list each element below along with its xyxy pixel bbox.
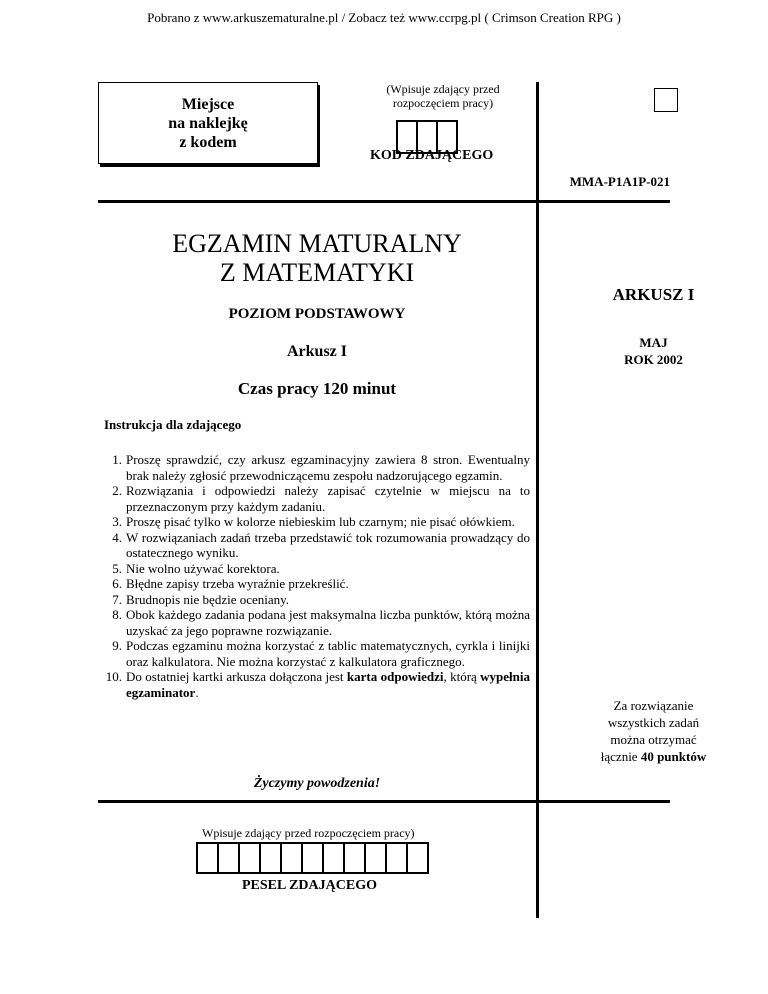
good-luck-text: Życzymy powodzenia! [253, 776, 381, 791]
pesel-cell[interactable] [366, 844, 387, 872]
list-item: 10. Do ostatniej kartki arkusza dołączona jest karta odpowiedzi, którą wypełnia egzaminator. [105, 669, 531, 700]
pesel-input-boxes[interactable] [196, 842, 429, 874]
list-item: 3. Proszę pisać tylko w kolorze niebieskim lub czarnym; nie pisać ołówkiem. [112, 514, 515, 529]
right-year: ROK 2002 [624, 352, 683, 367]
list-item: 4. W rozwiązaniach zadań trzeba przedstawić tok rozumowania prowadzący do ostatecznego wyniku. [112, 529, 530, 560]
right-date [539, 334, 768, 368]
list-item: 1. Proszę sprawdzić, czy arkusz egzaminacyjny zawiera 8 stron. Ewentualny brak należy zgłosić przewodniczącemu zespołu nadzorującego egzamin. [112, 452, 530, 483]
pesel-label: PESEL ZDAJĄCEGO [242, 878, 377, 893]
right-month: MAJ [639, 335, 668, 350]
pesel-cell[interactable] [303, 844, 324, 872]
exam-title [98, 229, 536, 287]
pesel-cell[interactable] [324, 844, 345, 872]
list-item: 9. Podczas egzaminu można korzystać z tablic matematycznych, cyrkla i linijki oraz kalkulatora. Nie można korzystać z kalkulatora graficznego. [112, 638, 530, 669]
kod-label: KOD ZDAJĄCEGO [370, 148, 494, 163]
sticker-placeholder [98, 82, 318, 164]
bottom-divider [98, 800, 670, 803]
pesel-cell[interactable] [219, 844, 240, 872]
list-item: 8. Obok każdego zadania podana jest maksymalna liczba punktów, którą można uzyskać za jego poprawne rozwiązanie. [112, 607, 530, 638]
score-line-2: wszystkich zadań [607, 715, 700, 730]
pesel-cell[interactable] [198, 844, 219, 872]
sticker-line-2: na naklejkę [168, 114, 248, 132]
check-square[interactable] [654, 88, 678, 112]
exam-time: Czas pracy 120 minut [237, 379, 397, 398]
list-item: 5. Nie wolno używać korektora. [112, 560, 280, 576]
kod-note-line-2: rozpoczęciem pracy) [392, 96, 494, 110]
exam-title-line-2: Z MATEMATYKI [219, 258, 415, 287]
list-item: 6. Błędne zapisy trzeba wyraźnie przekreślić. [112, 576, 349, 591]
score-line-1: Za rozwiązanie [613, 698, 694, 713]
pesel-note: Wpisuje zdający przed rozpoczęciem pracy) [202, 826, 415, 840]
right-sheet-label: ARKUSZ I [612, 285, 695, 304]
vertical-divider [536, 82, 539, 918]
kod-note-line-1: (Wpisuje zdający przed [386, 82, 500, 96]
pesel-cell[interactable] [282, 844, 303, 872]
pesel-cell[interactable] [240, 844, 261, 872]
kod-note [360, 82, 526, 110]
exam-title-line-1: EGZAMIN MATURALNY [172, 229, 462, 258]
top-divider [98, 200, 670, 203]
list-item: 2. Rozwiązania i odpowiedzi należy zapisać czytelnie w miejscu na to przeznaczonym przy każdym zadaniu. [112, 483, 530, 514]
pesel-cell[interactable] [261, 844, 282, 872]
list-item: 7. Brudnopis nie będzie oceniany. [112, 591, 290, 607]
sticker-line-1: Miejsce [181, 95, 235, 113]
exam-sheet: Arkusz I [286, 343, 347, 360]
score-line-3: można otrzymać [610, 732, 697, 747]
instructions-list [104, 452, 530, 700]
source-header: Pobrano z www.arkuszematuralne.pl / Zobacz też www.ccrpg.pl ( Crimson Creation RPG ) [147, 10, 621, 25]
instructions-heading: Instrukcja dla zdającego [104, 417, 242, 432]
pesel-cell[interactable] [345, 844, 366, 872]
exam-code: MMA-P1A1P-021 [569, 174, 670, 189]
sticker-line-3: z kodem [179, 133, 237, 151]
exam-level: POZIOM PODSTAWOWY [228, 306, 406, 322]
score-info [539, 697, 768, 765]
pesel-cell[interactable] [387, 844, 408, 872]
score-line-4: łącznie 40 punktów [600, 749, 707, 764]
pesel-cell[interactable] [408, 844, 429, 872]
